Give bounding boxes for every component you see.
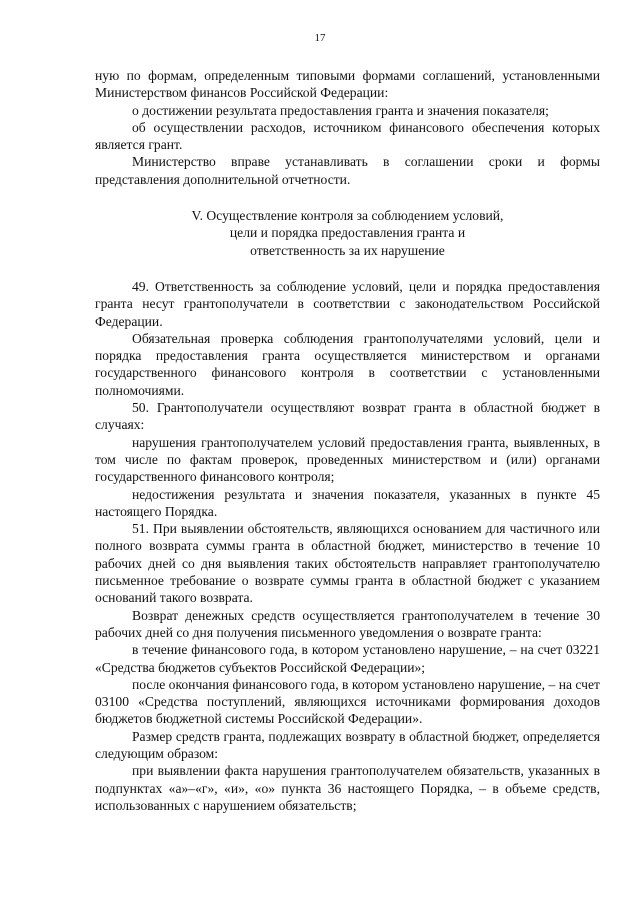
paragraph: об осуществлении расходов, источником финансового обеспечения которых является грант. [95,119,600,153]
section-heading [95,207,600,259]
section-heading-line: ответственность за их нарушение [250,242,445,258]
paragraph: нарушения грантополучателем условий предоставления гранта, выявленных, в том числе по фактам проверок, проведенных министерством и (или) органами государственного финансового контроля; [95,434,600,485]
paragraph: после окончания финансового года, в котором установлено нарушение, – на счет 03100 «Средства поступлений, являющихся источниками формирования доходов бюджетов бюджетной системы Российской Федерации». [95,676,600,727]
spacer [95,188,600,207]
paragraph: Размер средств гранта, подлежащих возврату в областной бюджет, определяется следующим образом: [95,728,600,761]
paragraph: 50. Грантополучатели осуществляют возврат гранта в областной бюджет в случаях: [95,400,600,433]
page-number: 17 [314,32,326,44]
paragraph: Министерство вправе устанавливать в соглашении сроки и формы представления дополнительной отчетности. [95,154,600,187]
paragraph: 49. Ответственность за соблюдение условий, цели и порядка предоставления гранта несут грантополучатели в соответствии с законодательством Российской Федерации. [95,278,600,329]
document-body [95,67,600,814]
paragraph: ную по формам, определенным типовыми формами соглашений, установленными Министерством финансов Российской Федерации: [95,68,600,101]
section-heading-line: цели и порядка предоставления гранта и [229,225,466,241]
paragraph: 51. При выявлении обстоятельств, являющихся основанием для частичного или полного возврата суммы гранта в областной бюджет, министерство в течение 10 рабочих дней со дня выявления таких обстоятельств направляет грантополучателю письменное требование о возврате суммы гранта в областной бюджет с указанием оснований такого возврата. [95,521,600,606]
paragraph: недостижения результата и значения показателя, указанных в пункте 45 настоящего Порядка. [95,486,600,519]
paragraph: при выявлении факта нарушения грантополучателем обязательств, указанных в подпунктах «а»–«г», «и», «о» пункта 36 настоящего Порядка, – в объеме средств, использованных с нарушением обязательств; [95,763,600,813]
paragraph: в течение финансового года, в котором установлено нарушение, – на счет 03221 «Средства бюджетов субъектов Российской Федерации»; [95,642,600,675]
spacer [95,259,600,278]
paragraph: Возврат денежных средств осуществляется грантополучателем в течение 30 рабочих дней со дня получения письменного уведомления о возврате гранта: [95,607,600,640]
paragraph: Обязательная проверка соблюдения грантополучателями условий, цели и порядка предоставления гранта осуществляется министерством и органами государственного финансового контроля в соответствии с установленными полномочиями. [95,330,600,398]
paragraph: о достижении результата предоставления гранта и значения показателя; [132,102,549,118]
section-heading-line: V. Осуществление контроля за соблюдением условий, [191,208,504,224]
